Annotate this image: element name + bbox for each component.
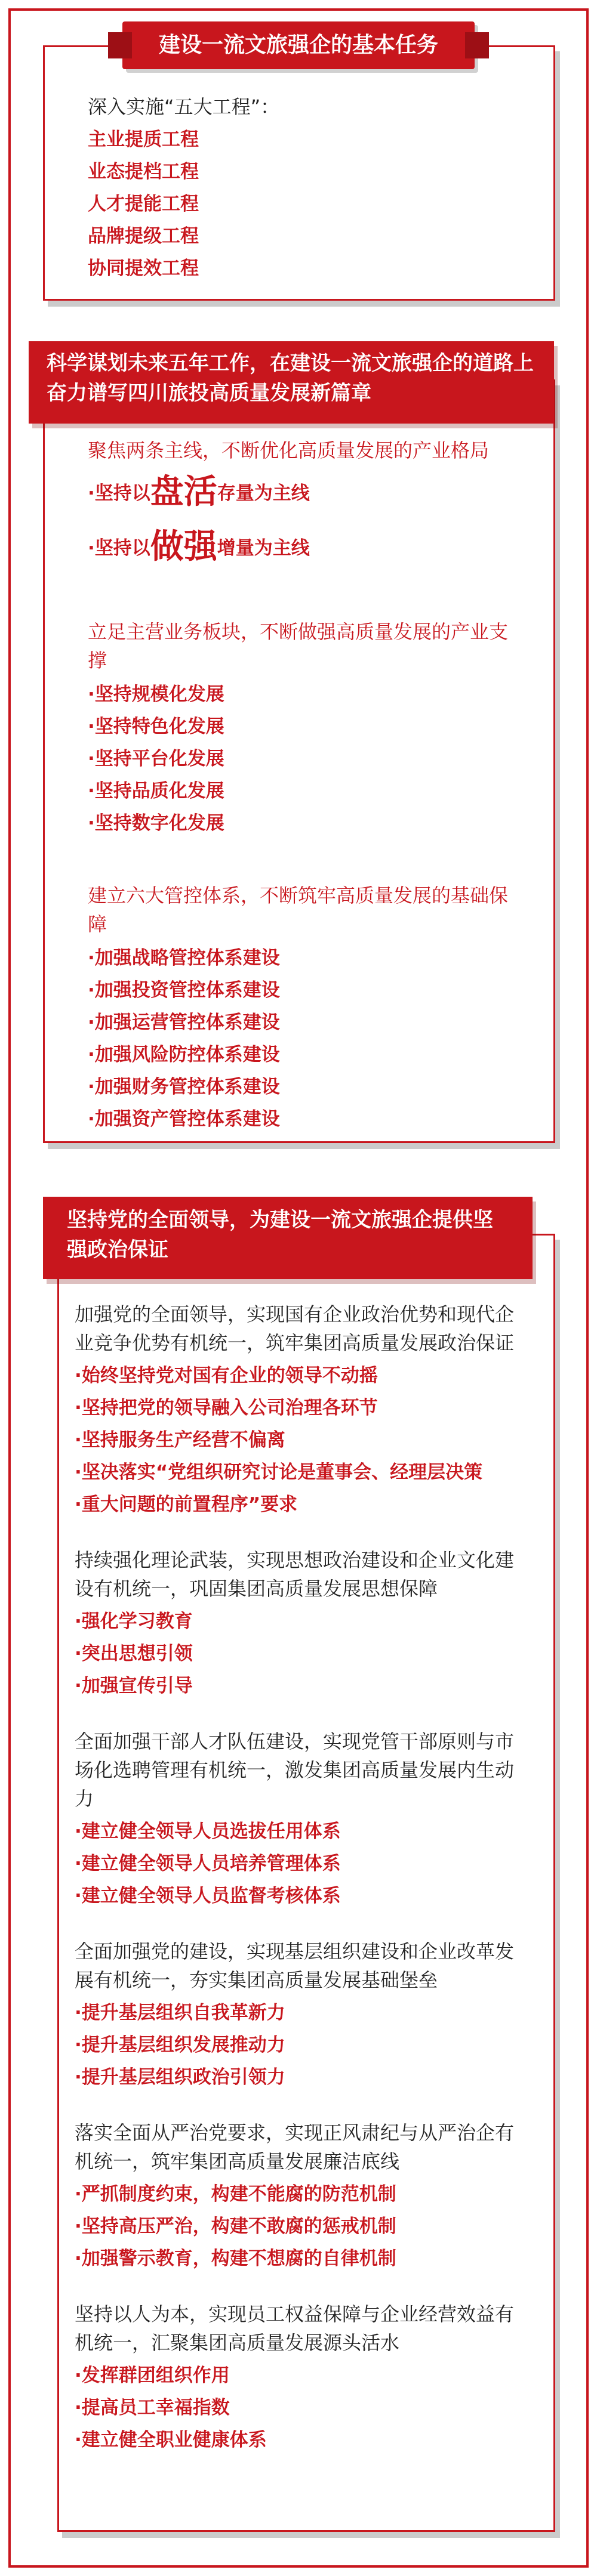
list-item: ·加强战略管控体系建设 — [88, 947, 280, 969]
list-item: ·重大问题的前置程序”要求 — [75, 1494, 298, 1515]
section3-box — [57, 1234, 555, 2532]
list-item: ·建立健全领导人员选拔任用体系 — [75, 1821, 341, 1842]
group-heading: 持续强化理论武装，实现思想政治建设和企业文化建设有机统一，巩固集团高质量发展思想保障 — [75, 1549, 515, 1600]
list-item: ·严抓制度约束，构建不能腐的防范机制 — [75, 2183, 396, 2205]
list-item: ·提高员工幸福指数 — [75, 2397, 230, 2419]
group-heading: 全面加强党的建设，实现基层组织建设和企业改革发展有机统一，夯实集团高质量发展基础堡垒 — [75, 1940, 515, 1991]
list-item: ·加强宣传引导 — [75, 1675, 193, 1697]
list-item: ·坚持特色化发展 — [88, 716, 224, 737]
list-item: ·加强运营管控体系建设 — [88, 1012, 280, 1033]
list-item: ·坚持高压严治，构建不敢腐的惩戒机制 — [75, 2216, 396, 2237]
group-heading: 立足主营业务板块，不断做强高质量发展的产业支撑 — [88, 620, 509, 672]
list-item: 主业提质工程 — [88, 129, 199, 150]
list-item: ·坚持以做强增量为主线 — [88, 527, 310, 566]
group — [75, 1300, 530, 1521]
list-item: ·加强财务管控体系建设 — [88, 1076, 280, 1098]
list-item: 人才提能工程 — [88, 193, 199, 215]
list-item: ·加强警示教育，构建不想腐的自律机制 — [75, 2248, 396, 2269]
group-heading: 落实全面从严治党要求，实现正风肃纪与从严治企有机统一，筑牢集团高质量发展廉洁底线 — [75, 2121, 515, 2173]
section2-box — [43, 379, 555, 1143]
group-heading: 聚焦两条主线，不断优化高质量发展的产业格局 — [88, 439, 490, 462]
list-item: ·建立健全职业健康体系 — [75, 2429, 267, 2451]
list-item: ·坚持数字化发展 — [88, 813, 224, 834]
list-item: ·坚持规模化发展 — [88, 684, 224, 705]
emphasis-word: 做强 — [150, 527, 217, 566]
group-heading: 全面加强干部人才队伍建设，实现党管干部原则与市场化选聘管理有机统一，激发集团高质量发展内生动力 — [75, 1730, 515, 1810]
list-item: ·提升基层组织发展推动力 — [75, 2034, 285, 2056]
group — [75, 2118, 530, 2275]
list-item: ·坚持以盘活存量为主线 — [88, 472, 310, 511]
emphasis-word: 盘活 — [150, 472, 217, 511]
group-heading: 建立六大管控体系，不断筑牢高质量发展的基础保障 — [88, 884, 509, 935]
list-item: 协同提效工程 — [88, 258, 199, 279]
group-heading: 坚持以人为本，实现员工权益保障与企业经营效益有机统一，汇聚集团高质量发展源头活水 — [75, 2303, 515, 2354]
section2-title: 科学谋划未来五年工作，在建设一流文旅强企的道路上奋力谱写四川旅投高质量发展新篇章 — [29, 341, 554, 424]
group — [75, 2300, 530, 2456]
list-item: ·建立健全领导人员培养管理体系 — [75, 1853, 341, 1874]
list-item: 业态提档工程 — [88, 161, 199, 183]
section1-box — [43, 45, 555, 301]
group — [75, 1546, 530, 1702]
list-item: ·发挥群团组织作用 — [75, 2365, 230, 2386]
list-item: ·建立健全领导人员监督考核体系 — [75, 1885, 341, 1907]
list-item: ·坚持把党的领导融入公司治理各环节 — [75, 1397, 378, 1419]
list-item: ·坚持平台化发展 — [88, 748, 224, 770]
list-item: 品牌提级工程 — [88, 226, 199, 247]
list-item: ·坚持品质化发展 — [88, 780, 224, 802]
list-item: ·提升基层组织政治引领力 — [75, 2067, 285, 2088]
list-item: ·突出思想引领 — [75, 1643, 193, 1664]
list-item: ·坚决落实“党组织研究讨论是董事会、经理层决策 — [75, 1462, 483, 1483]
group-heading: 加强党的全面领导，实现国有企业政治优势和现代企业竞争优势有机统一，筑牢集团高质量发展政治保证 — [75, 1303, 515, 1354]
group — [75, 1937, 530, 2093]
list-item: ·提升基层组织自我革新力 — [75, 2002, 285, 2024]
list-item: ·加强资产管控体系建设 — [88, 1108, 280, 1130]
list-item: ·始终坚持党对国有企业的领导不动摇 — [75, 1365, 378, 1386]
list-item: ·坚持服务生产经营不偏离 — [75, 1429, 285, 1451]
section3-title: 坚持党的全面领导，为建设一流文旅强企提供坚强政治保证 — [43, 1197, 533, 1279]
section1-intro: 深入实施“五大工程”： — [88, 95, 280, 118]
list-item: ·强化学习教育 — [75, 1611, 193, 1632]
section1-title: 建设一流文旅强企的基本任务 — [122, 21, 475, 69]
list-item: ·加强投资管控体系建设 — [88, 980, 280, 1001]
group — [75, 1727, 530, 1912]
list-item: ·加强风险防控体系建设 — [88, 1044, 280, 1065]
